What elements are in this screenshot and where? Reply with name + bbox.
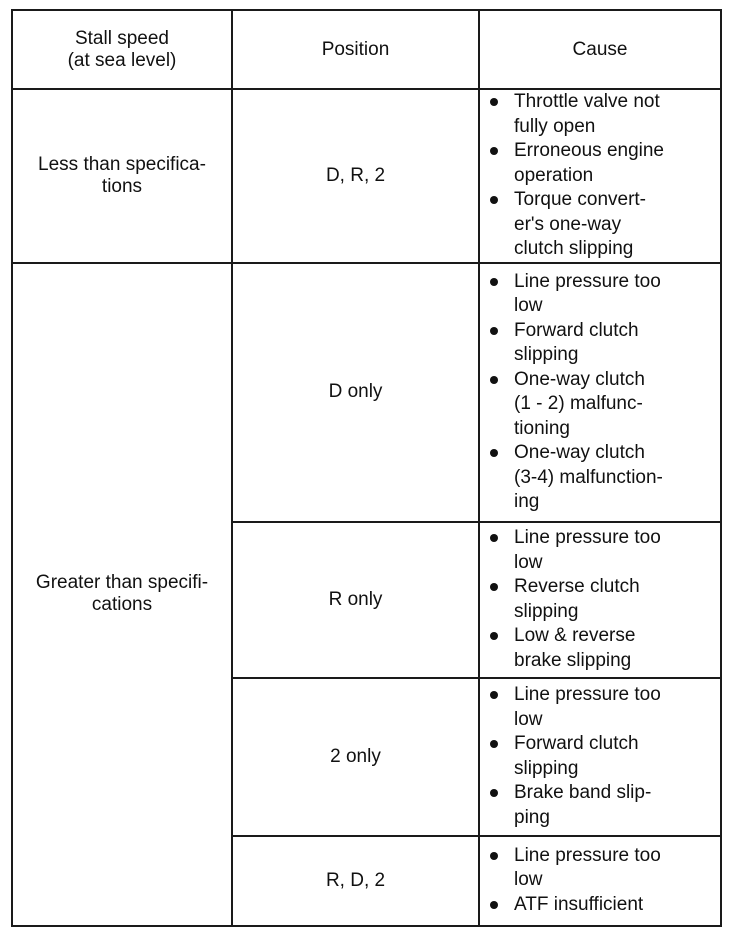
- position-cell: R, D, 2: [232, 836, 479, 926]
- bullet-icon: [490, 147, 498, 155]
- bullet-icon: [490, 691, 498, 699]
- cause-list: [480, 270, 720, 515]
- header-stall-speed: Stall speed (at sea level): [12, 10, 232, 89]
- bullet-icon: [490, 789, 498, 797]
- cause-list: [480, 90, 720, 262]
- cause-cell: [479, 678, 721, 836]
- cause-cell: [479, 263, 721, 522]
- cause-item: Forward clutch slipping: [488, 732, 714, 781]
- table-row: [12, 263, 721, 522]
- cause-cell: [479, 89, 721, 263]
- cause-item: Line pressure too low: [488, 526, 714, 575]
- header-row: [12, 10, 721, 89]
- bullet-icon: [490, 98, 498, 106]
- cause-list: [480, 683, 720, 830]
- bullet-icon: [490, 901, 498, 909]
- bullet-icon: [490, 196, 498, 204]
- cause-item: ATF insufficient: [488, 893, 714, 918]
- stall-speed-cell-greater: Greater than specifi- cations: [12, 263, 232, 926]
- stall-speed-table: [11, 9, 722, 927]
- cause-item: Torque convert- er's one-way clutch slipping: [488, 188, 714, 262]
- cause-item: One-way clutch (1 - 2) malfunc- tioning: [488, 368, 714, 442]
- stall-speed-cell-less: Less than specifica- tions: [12, 89, 232, 263]
- bullet-icon: [490, 534, 498, 542]
- cause-item: Brake band slip- ping: [488, 781, 714, 830]
- cause-item: Low & reverse brake slipping: [488, 624, 714, 673]
- cause-item: Forward clutch slipping: [488, 319, 714, 368]
- header-cause: Cause: [479, 10, 721, 89]
- cause-item: Line pressure too low: [488, 683, 714, 732]
- cause-item: Reverse clutch slipping: [488, 575, 714, 624]
- position-cell: D, R, 2: [232, 89, 479, 263]
- cause-item: Erroneous engine operation: [488, 139, 714, 188]
- bullet-icon: [490, 278, 498, 286]
- cause-list: [480, 526, 720, 673]
- position-cell: 2 only: [232, 678, 479, 836]
- bullet-icon: [490, 327, 498, 335]
- bullet-icon: [490, 740, 498, 748]
- cause-list: [480, 844, 720, 918]
- bullet-icon: [490, 852, 498, 860]
- position-cell: R only: [232, 522, 479, 678]
- cause-item: Line pressure too low: [488, 844, 714, 893]
- bullet-icon: [490, 376, 498, 384]
- header-position: Position: [232, 10, 479, 89]
- document-page: [11, 9, 720, 921]
- position-cell: D only: [232, 263, 479, 522]
- bullet-icon: [490, 583, 498, 591]
- bullet-icon: [490, 449, 498, 457]
- table-row: [12, 89, 721, 263]
- cause-item: One-way clutch (3-4) malfunction- ing: [488, 441, 714, 515]
- cause-cell: [479, 836, 721, 926]
- cause-cell: [479, 522, 721, 678]
- cause-item: Throttle valve not fully open: [488, 90, 714, 139]
- bullet-icon: [490, 632, 498, 640]
- cause-item: Line pressure too low: [488, 270, 714, 319]
